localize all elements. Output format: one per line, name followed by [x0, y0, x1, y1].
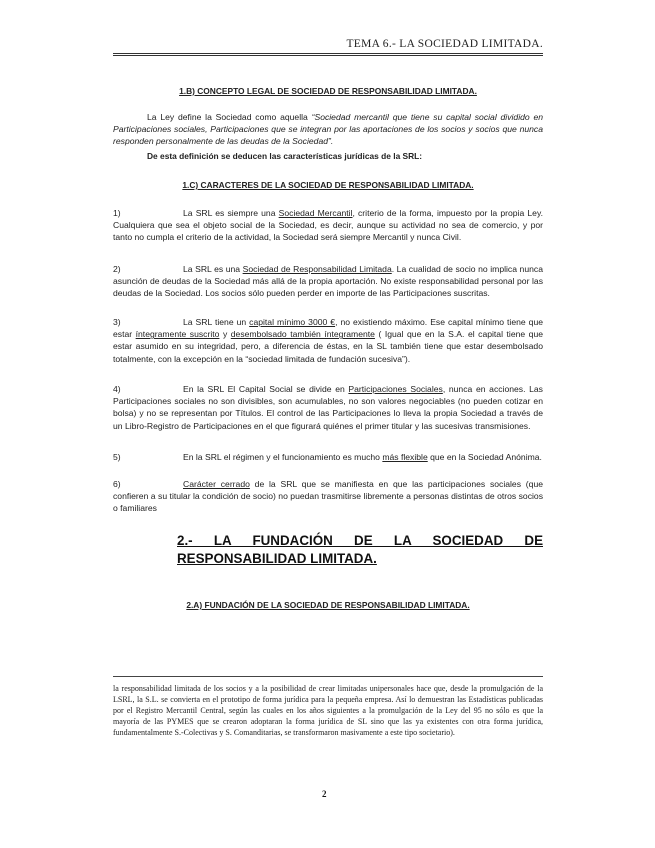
- list-item-2: 2) La SRL es una Sociedad de Responsabilidad Limitada. La cualidad de socio no implica nunca asunción de deudas de la Sociedad más allá de la propia aportación. No existe responsabilidad personal por las deudas de la Sociedad. Los socios sólo pueden perder en importe de las Participaciones suscritas.: [113, 264, 543, 299]
- footnote-text: la responsabilidad limitada de los socios y a la posibilidad de crear limitadas unipersonales hace que, desde la promulgación de la LSRL, la S.L. se convierta en el prototipo de forma jurídica para la pequeña empresa. Así lo demuestran las Estadísticas publicadas por el Registro Mercantil Central, según las cuales en los años siguientes a la promulgación de la Ley del 95 no sólo es que la mayoría de las PYMES que se crearon adoptaran la forma jurídica de SL sino que las ya existentes con otra forma jurídica, fundamentalmente S.-Colectivas y S. Comanditarias, se transformaron masivamente a este tipo societario).: [113, 684, 543, 737]
- section-2a-heading: 2.A) FUNDACIÓN DE LA SOCIEDAD DE RESPONSABILIDAD LIMITADA.: [186, 600, 470, 610]
- list-item-6: 6) Carácter cerrado de la SRL que se manifiesta en que las participaciones sociales (que confieren a su titular la condición de socio) no puedan trasmitirse libremente a personas distintas de otros socios o familiares: [113, 479, 543, 514]
- footnote-rule: [113, 676, 543, 677]
- running-header: TEMA 6.- LA SOCIEDAD LIMITADA.: [346, 38, 543, 50]
- definition-paragraph: [113, 111, 543, 148]
- header-rule-double: [113, 55, 543, 56]
- item-number: 2): [113, 264, 121, 274]
- header-rule: [113, 53, 543, 54]
- section-2-heading: 2.- LA FUNDACIÓN DE LA SOCIEDAD DE RESPONSABILIDAD LIMITADA.: [177, 533, 543, 566]
- section-1b-heading: 1.B) CONCEPTO LEGAL DE SOCIEDAD DE RESPONSABILIDAD LIMITADA.: [179, 86, 477, 96]
- page-number: 2: [322, 789, 327, 799]
- item-number: 4): [113, 384, 121, 394]
- definition-lead: La Ley define la Sociedad como aquella: [147, 112, 312, 122]
- item-number: 6): [113, 479, 121, 489]
- list-item-4: 4) En la SRL El Capital Social se divide en Participaciones Sociales, nunca en acciones. Las Participaciones sociales no son divisibles, son acumulables, no son valores negociables (no pueden cotizar en bolsa) y no se representan por Títulos. El control de las Participaciones lo lleva la propia Sociedad a través de un Libro-Registro de Participaciones en el que figurará quiénes el primer titular y las sucesivas transmisiones.: [113, 384, 543, 431]
- item-number: 5): [113, 452, 121, 462]
- item-number: 3): [113, 317, 121, 327]
- section-1c-heading: 1.C) CARACTERES DE LA SOCIEDAD DE RESPONSABILIDAD LIMITADA.: [182, 180, 474, 190]
- item-number: 1): [113, 208, 121, 218]
- list-item-3: 3) La SRL tiene un capital mínimo 3000 €, no existiendo máximo. Ese capital mínimo tiene que estar íntegramente suscrito y desembolsado también íntegramente ( Igual que en la S.A. el capital tiene que estar asumido en su integridad, pero, a diferencia de éstas, en la SL también tiene que estar desembolsado totalmente, con la excepción en la “sociedad limitada de fundación sucesiva”).: [113, 317, 544, 364]
- list-item-1: 1) La SRL es siempre una Sociedad Mercantil, criterio de la forma, impuesto por la propia Ley. Cualquiera que sea el objeto social de la Sociedad, es decir, aunque su actividad no sea de comercio, y por tanto no cumpla el criterio de la actividad, la Sociedad será siempre Mercantil y nunca Civil.: [113, 208, 543, 243]
- list-item-5: 5) En la SRL el régimen y el funcionamiento es mucho más flexible que en la Sociedad Anónima.: [113, 452, 542, 462]
- definition-quote: “Sociedad mercantil que tiene su capital social dividido en Participaciones sociales, Participaciones que se integran por las aportaciones de los socios y socios que nunca responden personalmente de las deudas de la Sociedad”.: [113, 112, 544, 147]
- definition-conclusion: De esta definición se deducen las características jurídicas de la SRL:: [147, 151, 423, 161]
